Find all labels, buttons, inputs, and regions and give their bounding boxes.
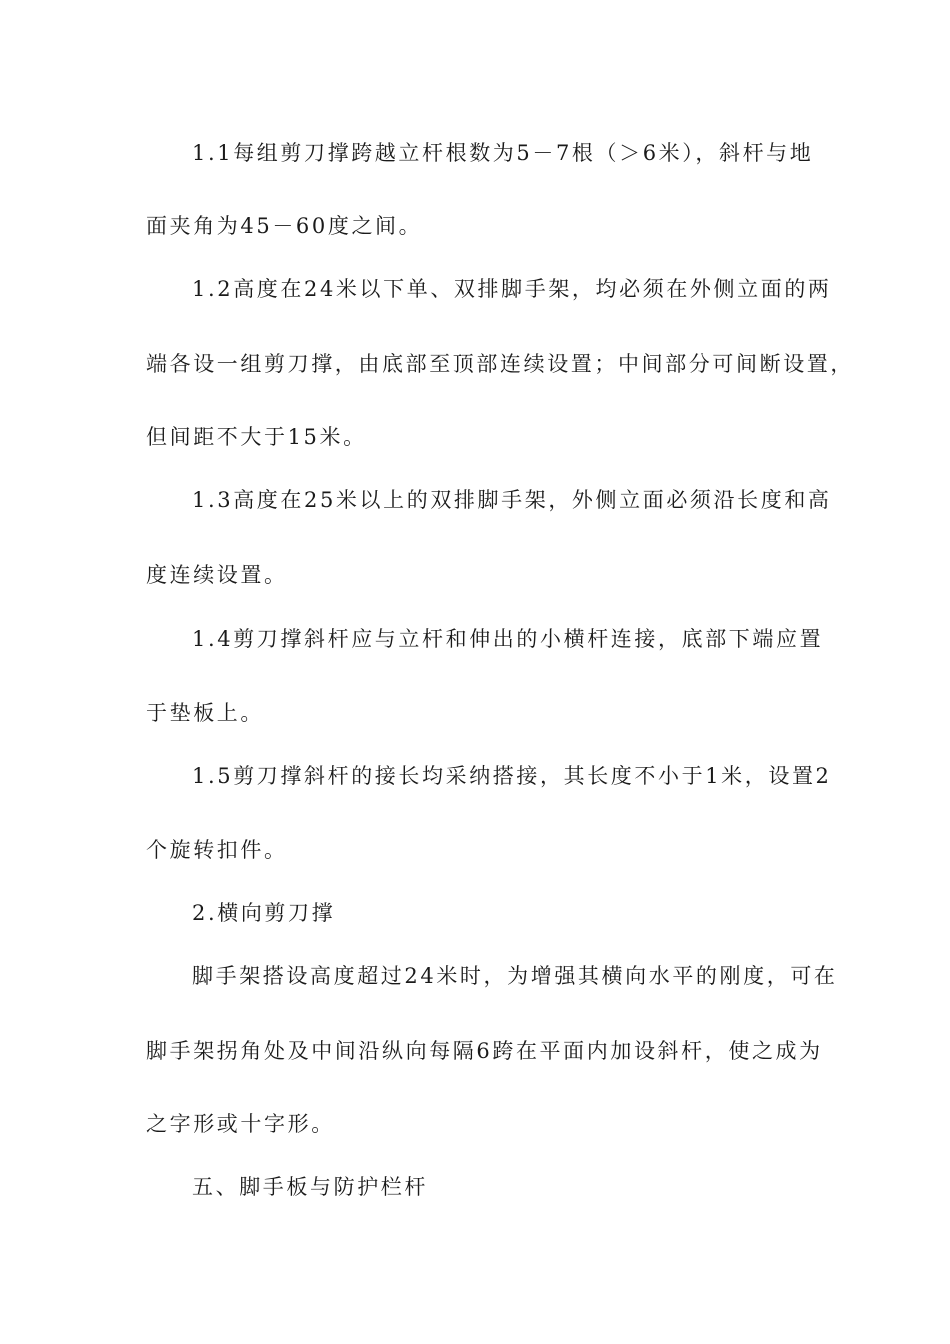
paragraph-1-2-line-3: 但间距不大于15米。 <box>146 425 367 449</box>
paragraph-1-5-line-1: 1.5剪刀撑斜杆的接长均采纳搭接，其长度不小于1米，设置2 <box>192 764 832 788</box>
paragraph-2-line-1: 脚手架搭设高度超过24米时，为增强其横向水平的刚度，可在 <box>192 964 838 988</box>
paragraph-1-2-line-1: 1.2高度在24米以下单、双排脚手架，均必须在外侧立面的两 <box>192 277 832 301</box>
paragraph-1-1-line-1: 1.1每组剪刀撑跨越立杆根数为5－7根（＞6米），斜杆与地 <box>192 141 814 165</box>
paragraph-1-1-line-2: 面夹角为45－60度之间。 <box>146 214 423 238</box>
paragraph-1-4-line-2: 于垫板上。 <box>146 701 264 725</box>
paragraph-2-line-2: 脚手架拐角处及中间沿纵向每隔6跨在平面内加设斜杆，使之成为 <box>146 1039 823 1063</box>
paragraph-1-3-line-2: 度连续设置。 <box>146 563 288 587</box>
paragraph-1-4-line-1: 1.4剪刀撑斜杆应与立杆和伸出的小横杆连接，底部下端应置 <box>192 627 824 651</box>
paragraph-1-3-line-1: 1.3高度在25米以上的双排脚手架，外侧立面必须沿长度和高 <box>192 488 832 512</box>
paragraph-1-2-line-2: 端各设一组剪刀撑，由底部至顶部连续设置；中间部分可间断设置， <box>146 352 854 376</box>
paragraph-2-line-3: 之字形或十字形。 <box>146 1112 335 1136</box>
section-heading-2: 2.横向剪刀撑 <box>192 901 336 925</box>
section-heading-5: 五、脚手板与防护栏杆 <box>192 1175 428 1199</box>
paragraph-1-5-line-2: 个旋转扣件。 <box>146 838 288 862</box>
